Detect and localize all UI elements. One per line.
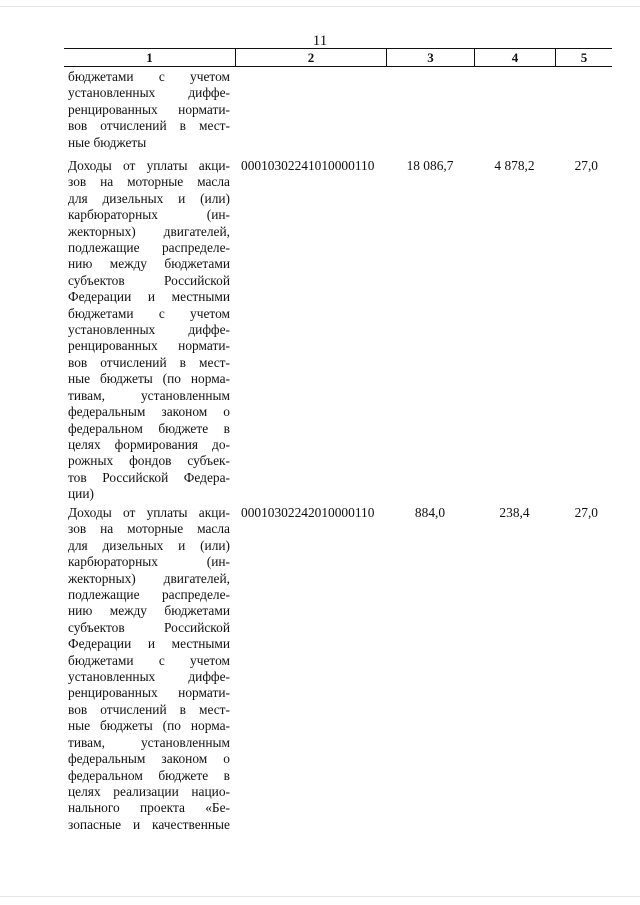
desc-line: Доходы от уплаты акци- <box>68 505 230 520</box>
column-header-1: 1 <box>146 50 153 65</box>
budget-classification-code: 00010302242010000110 <box>241 505 375 520</box>
desc-line: ные бюджеты <box>68 134 147 150</box>
desc-line: ные бюджеты (по норма- <box>68 371 230 387</box>
desc-line: нию между бюджетами <box>68 256 230 272</box>
desc-line: жекторных) двигателей, <box>68 570 230 586</box>
desc-line: нию между бюджетами <box>68 603 230 619</box>
scan-edge-top <box>0 6 640 7</box>
desc-line: тивам, установленным <box>68 734 230 750</box>
desc-line: бюджетами с учетом <box>68 652 230 668</box>
column-header-5: 5 <box>555 49 612 66</box>
continuation-row <box>64 69 612 153</box>
desc-line: рожных фондов субъек- <box>68 453 230 469</box>
desc-line: подлежащие распределе- <box>68 587 230 603</box>
row-description <box>68 158 230 503</box>
value-col-5: 27,0 <box>574 158 598 173</box>
column-header-2: 2 <box>235 49 386 66</box>
desc-line: ции) <box>68 486 94 502</box>
desc-line: целях реализации нацио- <box>68 783 230 799</box>
desc-line: ренцированных нормати- <box>68 338 230 354</box>
value-col-3: 18 086,7 <box>406 158 454 173</box>
desc-line: карбюраторных (ин- <box>68 554 230 570</box>
desc-line: для дизельных и (или) <box>68 190 230 206</box>
desc-line: карбюраторных (ин- <box>68 207 230 223</box>
value-col-4: 4 878,2 <box>494 158 535 173</box>
desc-line: Доходы от уплаты акци- <box>68 158 230 173</box>
desc-line: установленных диффе- <box>68 85 230 101</box>
scan-edge-bottom <box>0 896 640 897</box>
desc-line: зопасные и качественные <box>68 816 230 832</box>
desc-line: жекторных) двигателей, <box>68 223 230 239</box>
value-col-5: 27,0 <box>574 505 598 520</box>
desc-line: подлежащие распределе- <box>68 240 230 256</box>
table-row <box>64 505 612 845</box>
desc-line: для дизельных и (или) <box>68 537 230 553</box>
table-row <box>64 158 612 508</box>
desc-line: субъектов Российской <box>68 619 230 635</box>
desc-line: тов Российской Федера- <box>68 469 230 485</box>
budget-classification-code: 00010302241010000110 <box>241 158 375 173</box>
column-header-3: 3 <box>386 49 474 66</box>
desc-line: ренцированных нормати- <box>68 101 230 117</box>
desc-line: федеральном бюджете в <box>68 420 230 436</box>
desc-line: субъектов Российской <box>68 272 230 288</box>
desc-line: федеральным законом о <box>68 751 230 767</box>
row-description <box>68 505 230 833</box>
desc-line: вов отчислений в мест- <box>68 701 230 717</box>
continuation-description <box>68 69 230 151</box>
desc-line: установленных диффе- <box>68 669 230 685</box>
desc-line: вов отчислений в мест- <box>68 118 230 134</box>
desc-line: установленных диффе- <box>68 322 230 338</box>
desc-line: бюджетами с учетом <box>68 305 230 321</box>
desc-line: федеральном бюджете в <box>68 767 230 783</box>
desc-line: целях формирования до- <box>68 436 230 452</box>
table-header-row <box>64 48 612 67</box>
desc-line: федеральным законом о <box>68 404 230 420</box>
value-col-3: 884,0 <box>414 505 446 520</box>
desc-line: тивам, установленным <box>68 387 230 403</box>
desc-line: зов на моторные масла <box>68 174 230 190</box>
value-col-4: 238,4 <box>499 505 530 520</box>
column-header-4: 4 <box>474 49 555 66</box>
desc-line: нального проекта «Бе- <box>68 800 230 816</box>
desc-line: бюджетами с учетом <box>68 69 230 84</box>
desc-line: Федерации и местными <box>68 289 230 305</box>
desc-line: ренцированных нормати- <box>68 685 230 701</box>
page-number: 11 <box>312 33 328 49</box>
desc-line: ные бюджеты (по норма- <box>68 718 230 734</box>
desc-line: Федерации и местными <box>68 636 230 652</box>
desc-line: зов на моторные масла <box>68 521 230 537</box>
desc-line: вов отчислений в мест- <box>68 354 230 370</box>
